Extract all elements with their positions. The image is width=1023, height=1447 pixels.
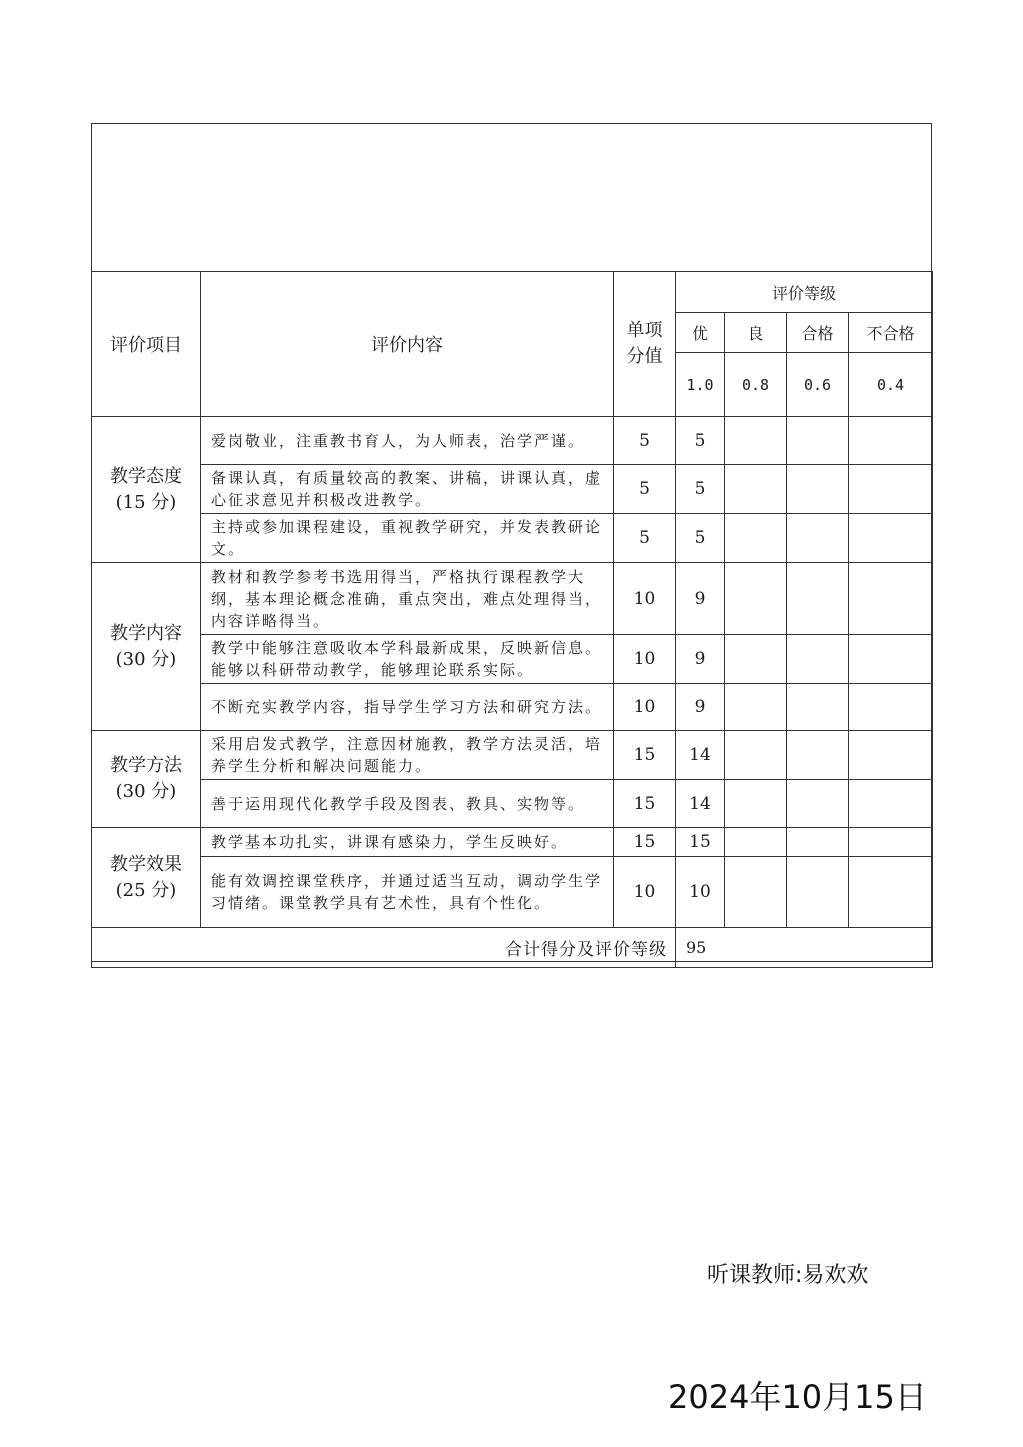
score-pass bbox=[787, 684, 849, 731]
total-value: 95 bbox=[676, 928, 933, 968]
score-good bbox=[725, 828, 787, 857]
score-good bbox=[725, 563, 787, 635]
evaluation-table bbox=[91, 271, 933, 968]
criterion-value: 5 bbox=[614, 417, 676, 465]
category-name: 教学方法 bbox=[110, 755, 182, 776]
score-pass bbox=[787, 417, 849, 465]
criterion-value: 15 bbox=[614, 828, 676, 857]
criterion-value: 15 bbox=[614, 780, 676, 828]
criterion-text: 采用启发式教学，注意因材施教，教学方法灵活，培养学生分析和解决问题能力。 bbox=[201, 731, 614, 780]
score-pass bbox=[787, 828, 849, 857]
criterion-text: 教学中能够注意吸收本学科最新成果，反映新信息。能够以科研带动教学，能够理论联系实际。 bbox=[201, 635, 614, 684]
factor-good: 0.8 bbox=[725, 353, 787, 417]
header-item: 评价项目 bbox=[92, 272, 201, 417]
level-good: 良 bbox=[725, 313, 787, 353]
score-fail bbox=[849, 731, 933, 780]
score-pass bbox=[787, 514, 849, 563]
criterion-value: 10 bbox=[614, 684, 676, 731]
header-grade: 评价等级 bbox=[676, 272, 933, 313]
level-fail: 不合格 bbox=[849, 313, 933, 353]
category-name: 教学态度 bbox=[110, 465, 182, 487]
criterion-text: 爱岗敬业，注重教书育人，为人师表，治学严谨。 bbox=[201, 417, 614, 465]
score-fail bbox=[849, 684, 933, 731]
criterion-value: 10 bbox=[614, 635, 676, 684]
blank-header-box bbox=[92, 124, 931, 272]
evaluation-date: 2024年10月15日 bbox=[668, 1378, 927, 1416]
factor-pass: 0.6 bbox=[787, 353, 849, 417]
score-good bbox=[725, 780, 787, 828]
score-fail bbox=[849, 563, 933, 635]
factor-fail: 0.4 bbox=[849, 353, 933, 417]
score-pass bbox=[787, 465, 849, 514]
score-excellent: 14 bbox=[676, 731, 725, 780]
header-score-line1: 单项 bbox=[626, 320, 663, 341]
score-pass bbox=[787, 563, 849, 635]
score-good bbox=[725, 514, 787, 563]
score-fail bbox=[849, 780, 933, 828]
score-good bbox=[725, 635, 787, 684]
score-excellent: 5 bbox=[676, 417, 725, 465]
category-name: 教学效果 bbox=[110, 853, 182, 875]
category-points: (30 分) bbox=[115, 648, 177, 670]
criterion-value: 10 bbox=[614, 857, 676, 928]
score-pass bbox=[787, 857, 849, 928]
score-fail bbox=[849, 417, 933, 465]
score-good bbox=[725, 417, 787, 465]
score-fail bbox=[849, 828, 933, 857]
score-fail bbox=[849, 857, 933, 928]
category-method bbox=[92, 731, 201, 828]
score-fail bbox=[849, 465, 933, 514]
header-content: 评价内容 bbox=[201, 272, 614, 417]
score-excellent: 9 bbox=[676, 684, 725, 731]
score-excellent: 15 bbox=[676, 828, 725, 857]
category-attitude bbox=[92, 417, 201, 563]
category-points: (15 分) bbox=[115, 491, 177, 513]
criterion-value: 5 bbox=[614, 514, 676, 563]
score-good bbox=[725, 684, 787, 731]
level-excellent: 优 bbox=[676, 313, 725, 353]
score-excellent: 10 bbox=[676, 857, 725, 928]
score-fail bbox=[849, 514, 933, 563]
criterion-text: 不断充实教学内容，指导学生学习方法和研究方法。 bbox=[201, 684, 614, 731]
criterion-text: 主持或参加课程建设，重视教学研究，并发表教研论文。 bbox=[201, 514, 614, 563]
criterion-text: 备课认真，有质量较高的教案、讲稿，讲课认真，虚心征求意见并积极改进教学。 bbox=[201, 465, 614, 514]
score-good bbox=[725, 465, 787, 514]
score-pass bbox=[787, 780, 849, 828]
criterion-value: 15 bbox=[614, 731, 676, 780]
score-good bbox=[725, 857, 787, 928]
header-score-line2: 分值 bbox=[626, 346, 663, 367]
observer-teacher: 听课教师:易欢欢 bbox=[707, 1263, 869, 1288]
header-score bbox=[614, 272, 676, 417]
category-points: (25 分) bbox=[115, 879, 177, 901]
score-excellent: 9 bbox=[676, 563, 725, 635]
score-excellent: 14 bbox=[676, 780, 725, 828]
score-excellent: 9 bbox=[676, 635, 725, 684]
category-effect bbox=[92, 828, 201, 928]
score-pass bbox=[787, 731, 849, 780]
score-pass bbox=[787, 635, 849, 684]
total-label: 合计得分及评价等级 bbox=[92, 928, 676, 968]
criterion-text: 能有效调控课堂秩序，并通过适当互动，调动学生学习情绪。课堂教学具有艺术性，具有个性化。 bbox=[201, 857, 614, 928]
category-points: (30 分) bbox=[115, 781, 177, 802]
criterion-value: 10 bbox=[614, 563, 676, 635]
score-good bbox=[725, 731, 787, 780]
criterion-value: 5 bbox=[614, 465, 676, 514]
factor-excellent: 1.0 bbox=[676, 353, 725, 417]
criterion-text: 善于运用现代化教学手段及图表、教具、实物等。 bbox=[201, 780, 614, 828]
category-content bbox=[92, 563, 201, 731]
criterion-text: 教材和教学参考书选用得当，严格执行课程教学大纲，基本理论概念准确，重点突出，难点处理得当，内容详略得当。 bbox=[201, 563, 614, 635]
score-fail bbox=[849, 635, 933, 684]
category-name: 教学内容 bbox=[110, 622, 182, 644]
criterion-text: 教学基本功扎实，讲课有感染力，学生反映好。 bbox=[201, 828, 614, 857]
level-pass: 合格 bbox=[787, 313, 849, 353]
score-excellent: 5 bbox=[676, 465, 725, 514]
score-excellent: 5 bbox=[676, 514, 725, 563]
